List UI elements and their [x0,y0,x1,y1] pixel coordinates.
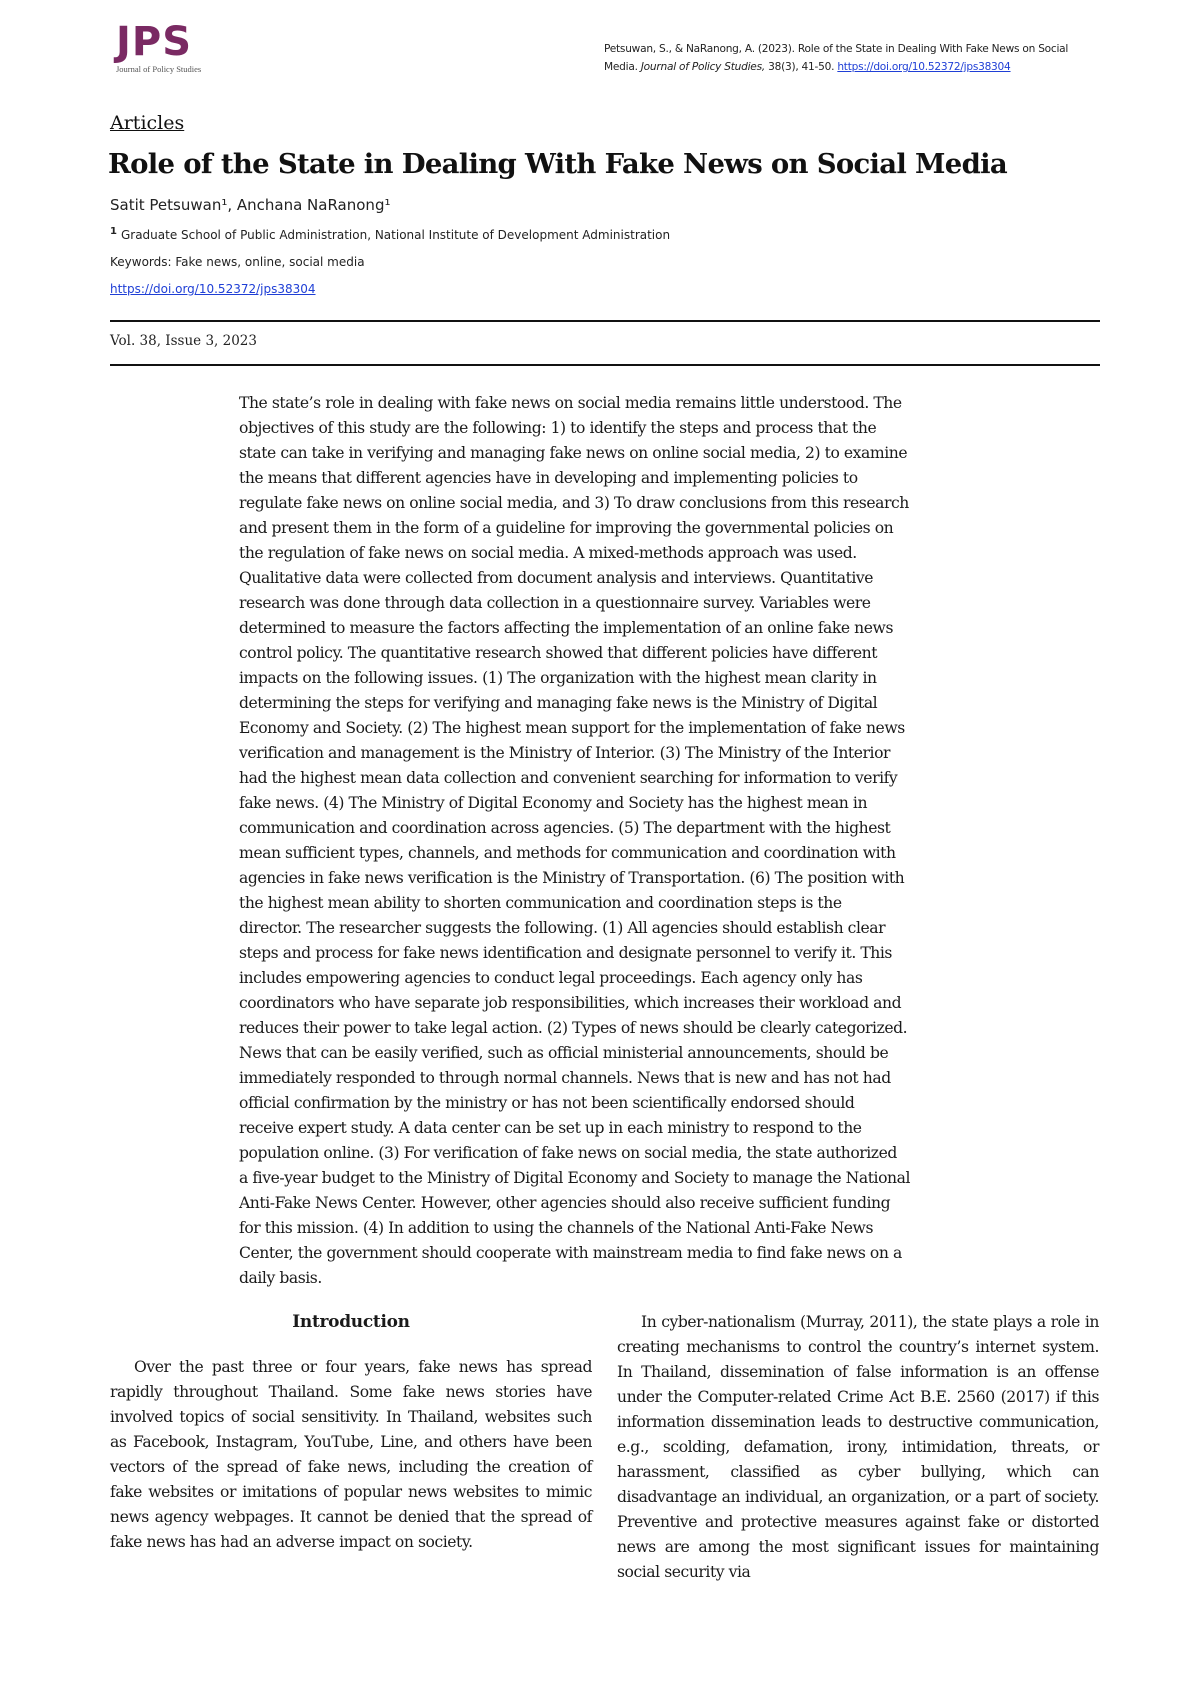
authors: Satit Petsuwan¹, Anchana NaRanong¹ [110,196,391,214]
logo-subtitle: Journal of Policy Studies [116,64,202,74]
citation-journal: Journal of Policy Studies, [640,61,765,73]
abstract-line: for this mission. (4) In addition to using the channels of the National Anti-Fake News [239,1219,874,1237]
abstract-line: receive expert study. A data center can be set up in each ministry to respond to the [239,1119,862,1137]
citation [604,40,1104,76]
citation-doi-link[interactable]: https://doi.org/10.52372/jps38304 [837,61,1011,73]
abstract-line: Center, the government should cooperate with mainstream media to find fake news on a [239,1244,902,1262]
intro-paragraph-2: In cyber-nationalism (Murray, 2011), the state plays a role in creating mechanisms to control the country’s internet system. In Thailand, dissemination of false information is an offense under the Computer-related Crime Act B.E. 2560 (2017) if this information dissemination leads to destructive communication, e.g., scolding, defamation, irony, intimidation, threats, or harassment, classified as cyber bullying, which can disadvantage an individual, an organization, or a part of society. Preventive and protective measures against fake or distorted news are among the most significant issues for maintaining social security via [617,1313,1099,1581]
divider-top [110,320,1100,322]
intro-column-left [110,1310,592,1555]
citation-text: Petsuwan, S., & NaRanong, A. (2023). Role of the State in Dealing With Fake News on Social Media. [604,43,1069,73]
abstract-line: the means that different agencies have in developing and implementing policies to [239,469,858,487]
abstract-line: impacts on the following issues. (1) The organization with the highest mean clarity in [239,669,877,687]
abstract-line: state can take in verifying and managing fake news on online social media, 2) to examine [239,444,908,462]
doi-link[interactable]: https://doi.org/10.52372/jps38304 [110,282,316,296]
section-label[interactable]: Articles [110,112,185,134]
abstract-line: objectives of this study are the following: 1) to identify the steps and process that the [239,419,877,437]
intro-paragraph-1: Over the past three or four years, fake news has spread rapidly throughout Thailand. Some fake news stories have involved topics of social sensitivity. In Thailand, websites such as Facebook, Instagram, YouTube, Line, and others have been vectors of the spread of fake news, including the creation of fake websites or imitations of popular news websites to mimic news agency webpages. It cannot be denied that the spread of fake news has had an adverse impact on society. [110,1358,592,1551]
citation-pages: 38(3), 41-50. [764,61,835,73]
abstract-line: daily basis. [239,1269,322,1287]
abstract-line: News that can be easily verified, such as official ministerial announcements, should be [239,1044,889,1062]
volume-info: Vol. 38, Issue 3, 2023 [110,333,257,349]
abstract-line: Anti-Fake News Center. However, other agencies should also receive sufficient funding [239,1194,891,1212]
journal-logo [116,19,236,74]
abstract-line: verification and management is the Ministry of Interior. (3) The Ministry of the Interior [239,744,891,762]
abstract-line: Qualitative data were collected from document analysis and interviews. Quantitative [239,569,874,587]
affiliation-marker: 1 [110,226,117,237]
abstract-line: steps and process for fake news identification and designate personnel to verify it. This [239,944,892,962]
abstract-line: reduces their power to take legal action. (2) Types of news should be clearly categorized. [239,1019,908,1037]
abstract-line: had the highest mean data collection and convenient searching for information to verify [239,769,898,787]
abstract-line: and present them in the form of a guideline for improving the governmental policies on [239,519,894,537]
divider-bottom [110,364,1100,366]
abstract-line: determining the steps for verifying and managing fake news is the Ministry of Digital [239,694,878,712]
abstract-line: coordinators who have separate job responsibilities, which increases their workload and [239,994,902,1012]
logo-mark: JPS [116,19,193,65]
keywords: Keywords: Fake news, online, social media [110,255,365,269]
abstract-line: Economy and Society. (2) The highest mean support for the implementation of fake news [239,719,905,737]
affiliation [110,226,670,242]
abstract-line: a five-year budget to the Ministry of Digital Economy and Society to manage the National [239,1169,910,1187]
abstract-line: official confirmation by the ministry or has not been scientifically endorsed should [239,1094,855,1112]
abstract-line: population online. (3) For verification of fake news on social media, the state authorized [239,1144,897,1162]
introduction-heading: Introduction [292,1312,410,1332]
article-title: Role of the State in Dealing With Fake News on Social Media [108,148,1007,180]
abstract-line: control policy. The quantitative research showed that different policies have different [239,644,878,662]
abstract-line: agencies in fake news verification is the Ministry of Transportation. (6) The position with [239,869,905,887]
abstract-line: director. The researcher suggests the following. (1) All agencies should establish clear [239,919,886,937]
abstract-line: determined to measure the factors affecting the implementation of an online fake news [239,619,894,637]
abstract-line: regulate fake news on online social media, and 3) To draw conclusions from this research [239,494,909,512]
abstract-line: fake news. (4) The Ministry of Digital Economy and Society has the highest mean in [239,794,868,812]
abstract-line: the regulation of fake news on social media. A mixed-methods approach was used. [239,544,857,562]
abstract-line: immediately responded to through normal channels. News that is new and has not had [239,1069,891,1087]
abstract-line: communication and coordination across agencies. (5) The department with the highest [239,819,891,837]
affiliation-text: Graduate School of Public Administration, National Institute of Development Administration [120,228,671,242]
abstract-line: The state’s role in dealing with fake news on social media remains little understood. The [239,394,902,412]
abstract-line: includes empowering agencies to conduct legal proceedings. Each agency only has [239,969,863,987]
abstract-line: the highest mean ability to shorten communication and coordination steps is the [239,894,842,912]
abstract-line: research was done through data collection in a questionnaire survey. Variables were [239,594,871,612]
abstract [239,391,979,1291]
intro-column-right [617,1310,1099,1585]
abstract-line: mean sufficient types, channels, and methods for communication and coordination with [239,844,896,862]
